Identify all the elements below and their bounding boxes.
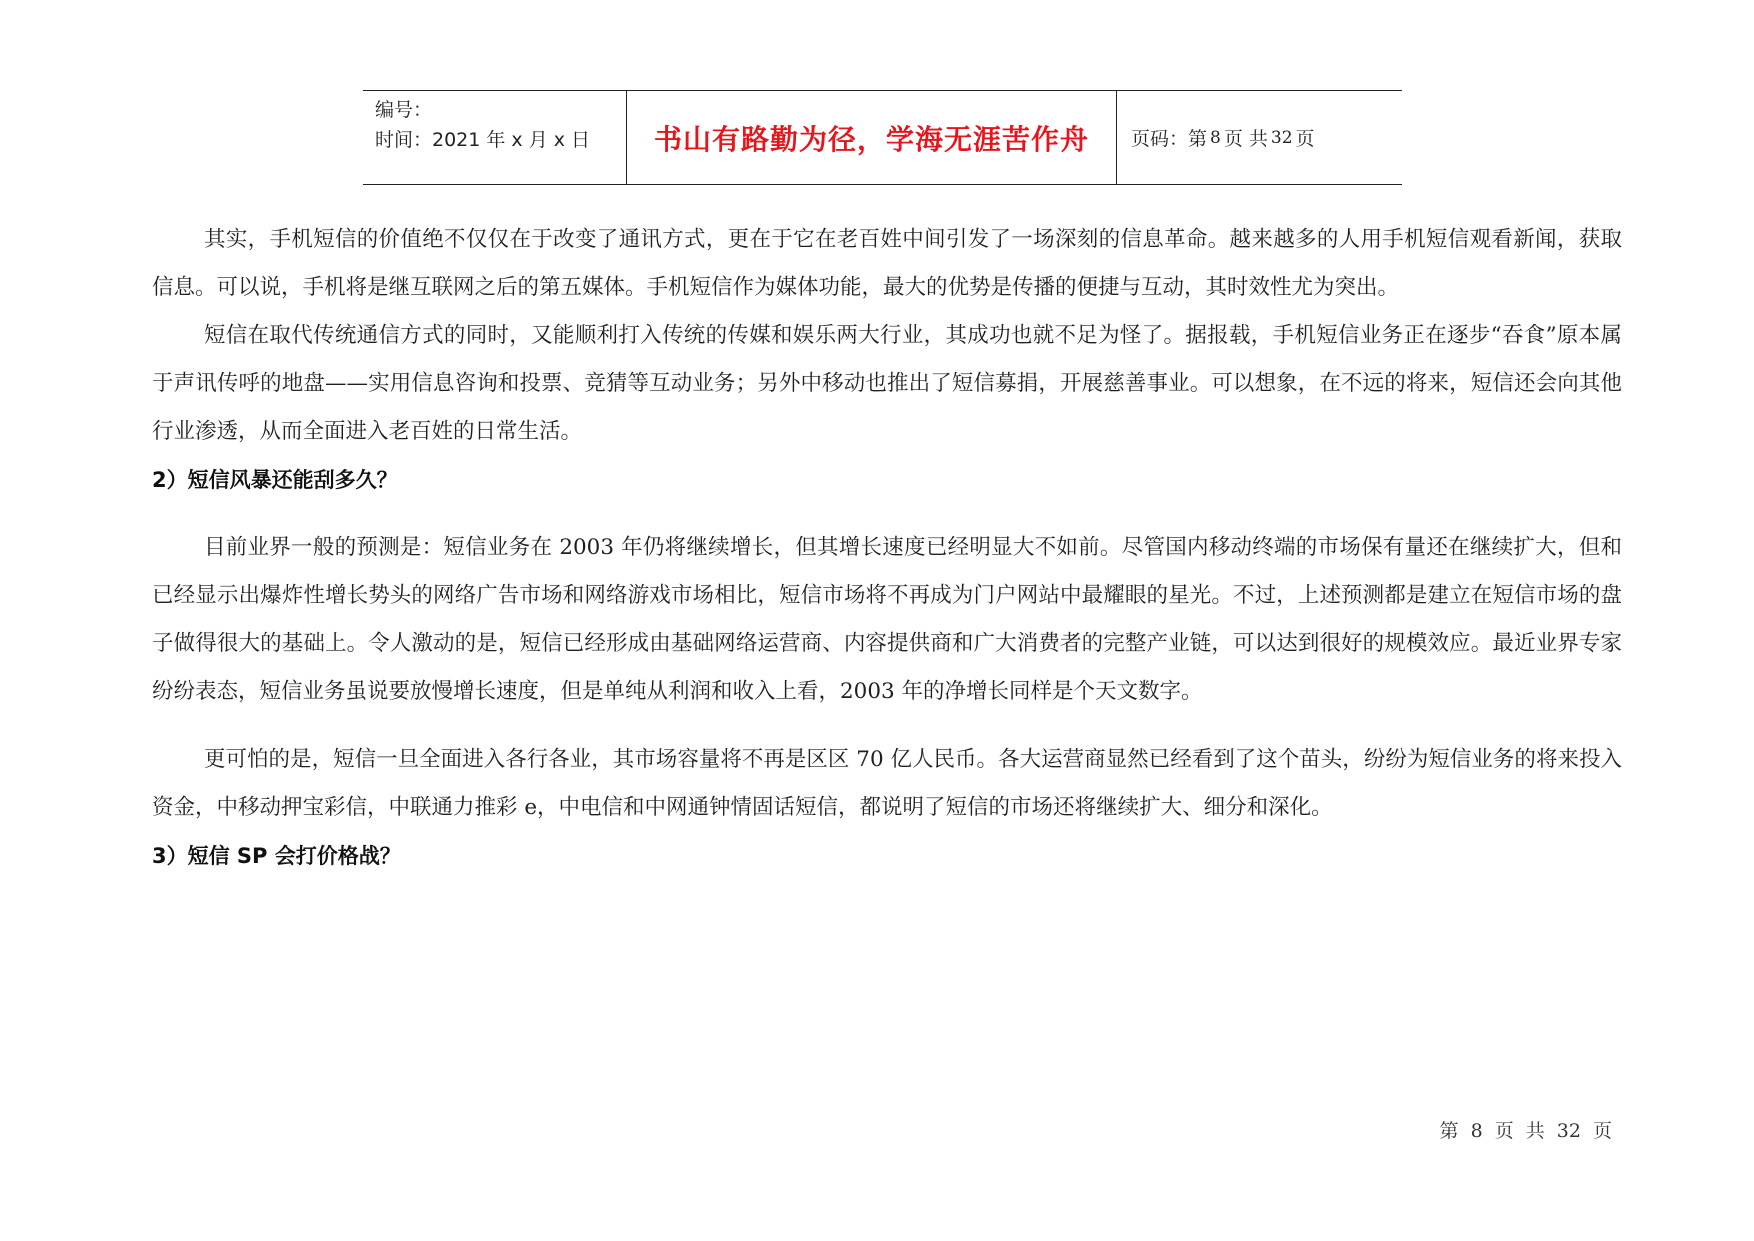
header-motto: 书山有路勤为径，学海无涯苦作舟	[653, 122, 1089, 156]
spacer	[152, 504, 1622, 524]
page-prefix: 页码：第	[1131, 128, 1208, 150]
paragraph-1: 其实，手机短信的价值绝不仅仅在于改变了通讯方式，更在于它在老百姓中间引发了一场深刻的信息革命。越来越多的人用手机短信观看新闻，获取信息。可以说，手机将是继互联网之后的第五媒体。手机短信作为媒体功能，最大的优势是传播的便捷与互动，其时效性尤为突出。	[152, 227, 1622, 300]
paragraph-4: 更可怕的是，短信一旦全面进入各行各业，其市场容量将不再是区区 70 亿人民币。各大运营商显然已经看到了这个苗头，纷纷为短信业务的将来投入资金，中移动押宝彩信，中联通力推彩 e，中电信和中网通钟情固话短信，都说明了短信的市场还将继续扩大、细分和深化。	[152, 747, 1622, 820]
paragraph-2: 短信在取代传统通信方式的同时，又能顺利打入传统的传媒和娱乐两大行业，其成功也就不足为怪了。据报载，手机短信业务正在逐步“吞食”原本属于声讯传呼的地盘——实用信息咨询和投票、竞猜等互动业务；另外中移动也推出了短信募捐，开展慈善事业。可以想象，在不远的将来，短信还会向其他行业渗透，从而全面进入老百姓的日常生活。	[152, 323, 1622, 444]
page-suffix: 页	[1295, 128, 1315, 150]
page-number: 8	[1210, 127, 1221, 148]
header-page-cell	[1117, 91, 1402, 184]
document-body	[152, 216, 1622, 880]
paragraph-3: 目前业界一般的预测是：短信业务在 2003 年仍将继续增长，但其增长速度已经明显大不如前。尽管国内移动终端的市场保有量还在继续扩大，但和已经显示出爆炸性增长势头的网络广告市场和网络游戏市场相比，短信市场将不再成为门户网站中最耀眼的星光。不过，上述预测都是建立在短信市场的盘子做得很大的基础上。令人激动的是，短信已经形成由基础网络运营商、内容提供商和广大消费者的完整产业链，可以达到很好的规模效应。最近业界专家纷纷表态，短信业务虽说要放慢增长速度，但是单纯从利润和收入上看，2003 年的净增长同样是个天文数字。	[152, 535, 1622, 704]
spacer	[152, 716, 1622, 736]
section-heading-2: 2）短信风暴还能刮多久？	[152, 468, 398, 492]
page-footer: 第 8 页 共 32 页	[1439, 1120, 1612, 1142]
page-total: 32	[1270, 127, 1293, 148]
page-header-table	[363, 90, 1402, 185]
document-number-label: 编号：	[375, 99, 433, 121]
section-heading-3: 3）短信 SP 会打价格战？	[152, 844, 401, 868]
document-date: 时间：2021 年 x 月 x 日	[375, 129, 591, 151]
page-mid: 页 共	[1223, 128, 1268, 150]
header-info-cell	[363, 91, 627, 184]
header-motto-cell	[627, 91, 1117, 184]
